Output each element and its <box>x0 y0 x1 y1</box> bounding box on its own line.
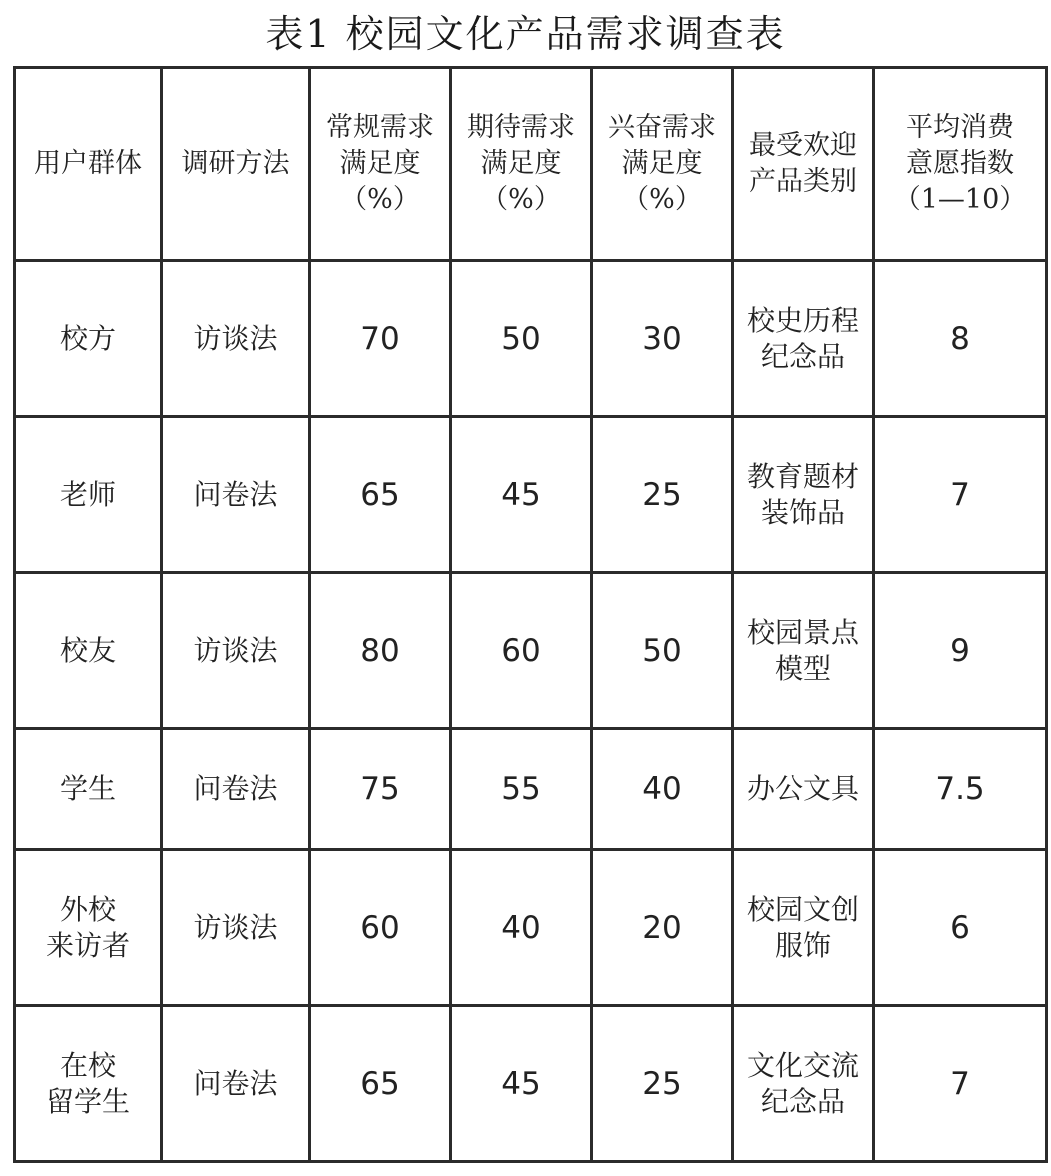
cell-method: 访谈法 <box>162 573 310 729</box>
cell-regular: 65 <box>310 417 451 573</box>
cell-exciting: 50 <box>592 573 733 729</box>
cell-index: 8 <box>874 261 1047 417</box>
header-cell-category: 最受欢迎 产品类别 <box>733 68 874 261</box>
cell-category: 教育题材 装饰品 <box>733 417 874 573</box>
cell-exciting: 20 <box>592 850 733 1006</box>
cell-regular: 70 <box>310 261 451 417</box>
cell-method: 访谈法 <box>162 261 310 417</box>
cell-regular: 60 <box>310 850 451 1006</box>
header-cell-exciting: 兴奋需求 满足度 （%） <box>592 68 733 261</box>
table-title: 表1 校园文化产品需求调查表 <box>265 12 786 56</box>
cell-method: 访谈法 <box>162 850 310 1006</box>
cell-index: 9 <box>874 573 1047 729</box>
cell-group: 在校 留学生 <box>15 1006 162 1162</box>
cell-expected: 40 <box>451 850 592 1006</box>
table-row <box>15 1006 1047 1162</box>
survey-table <box>13 66 1048 1163</box>
cell-regular: 75 <box>310 729 451 850</box>
cell-group: 校友 <box>15 573 162 729</box>
header-row <box>15 68 1047 261</box>
table-row <box>15 261 1047 417</box>
header-cell-index: 平均消费 意愿指数 （1—10） <box>874 68 1047 261</box>
cell-expected: 60 <box>451 573 592 729</box>
cell-method: 问卷法 <box>162 1006 310 1162</box>
cell-index: 6 <box>874 850 1047 1006</box>
cell-category: 校园景点 模型 <box>733 573 874 729</box>
header-cell-method: 调研方法 <box>162 68 310 261</box>
cell-index: 7 <box>874 417 1047 573</box>
header-cell-regular: 常规需求 满足度 （%） <box>310 68 451 261</box>
cell-category: 文化交流 纪念品 <box>733 1006 874 1162</box>
table-row <box>15 573 1047 729</box>
cell-category: 校园文创 服饰 <box>733 850 874 1006</box>
cell-expected: 45 <box>451 1006 592 1162</box>
cell-expected: 50 <box>451 261 592 417</box>
cell-group: 校方 <box>15 261 162 417</box>
cell-method: 问卷法 <box>162 729 310 850</box>
cell-index: 7.5 <box>874 729 1047 850</box>
cell-expected: 45 <box>451 417 592 573</box>
cell-group: 老师 <box>15 417 162 573</box>
cell-exciting: 25 <box>592 417 733 573</box>
cell-method: 问卷法 <box>162 417 310 573</box>
table-row <box>15 417 1047 573</box>
table-row <box>15 850 1047 1006</box>
cell-expected: 55 <box>451 729 592 850</box>
cell-exciting: 30 <box>592 261 733 417</box>
cell-group: 学生 <box>15 729 162 850</box>
header-cell-group: 用户群体 <box>15 68 162 261</box>
cell-group: 外校 来访者 <box>15 850 162 1006</box>
cell-regular: 65 <box>310 1006 451 1162</box>
cell-category: 办公文具 <box>733 729 874 850</box>
cell-category: 校史历程 纪念品 <box>733 261 874 417</box>
cell-regular: 80 <box>310 573 451 729</box>
cell-index: 7 <box>874 1006 1047 1162</box>
cell-exciting: 25 <box>592 1006 733 1162</box>
table-row <box>15 729 1047 850</box>
header-cell-expected: 期待需求 满足度 （%） <box>451 68 592 261</box>
cell-exciting: 40 <box>592 729 733 850</box>
